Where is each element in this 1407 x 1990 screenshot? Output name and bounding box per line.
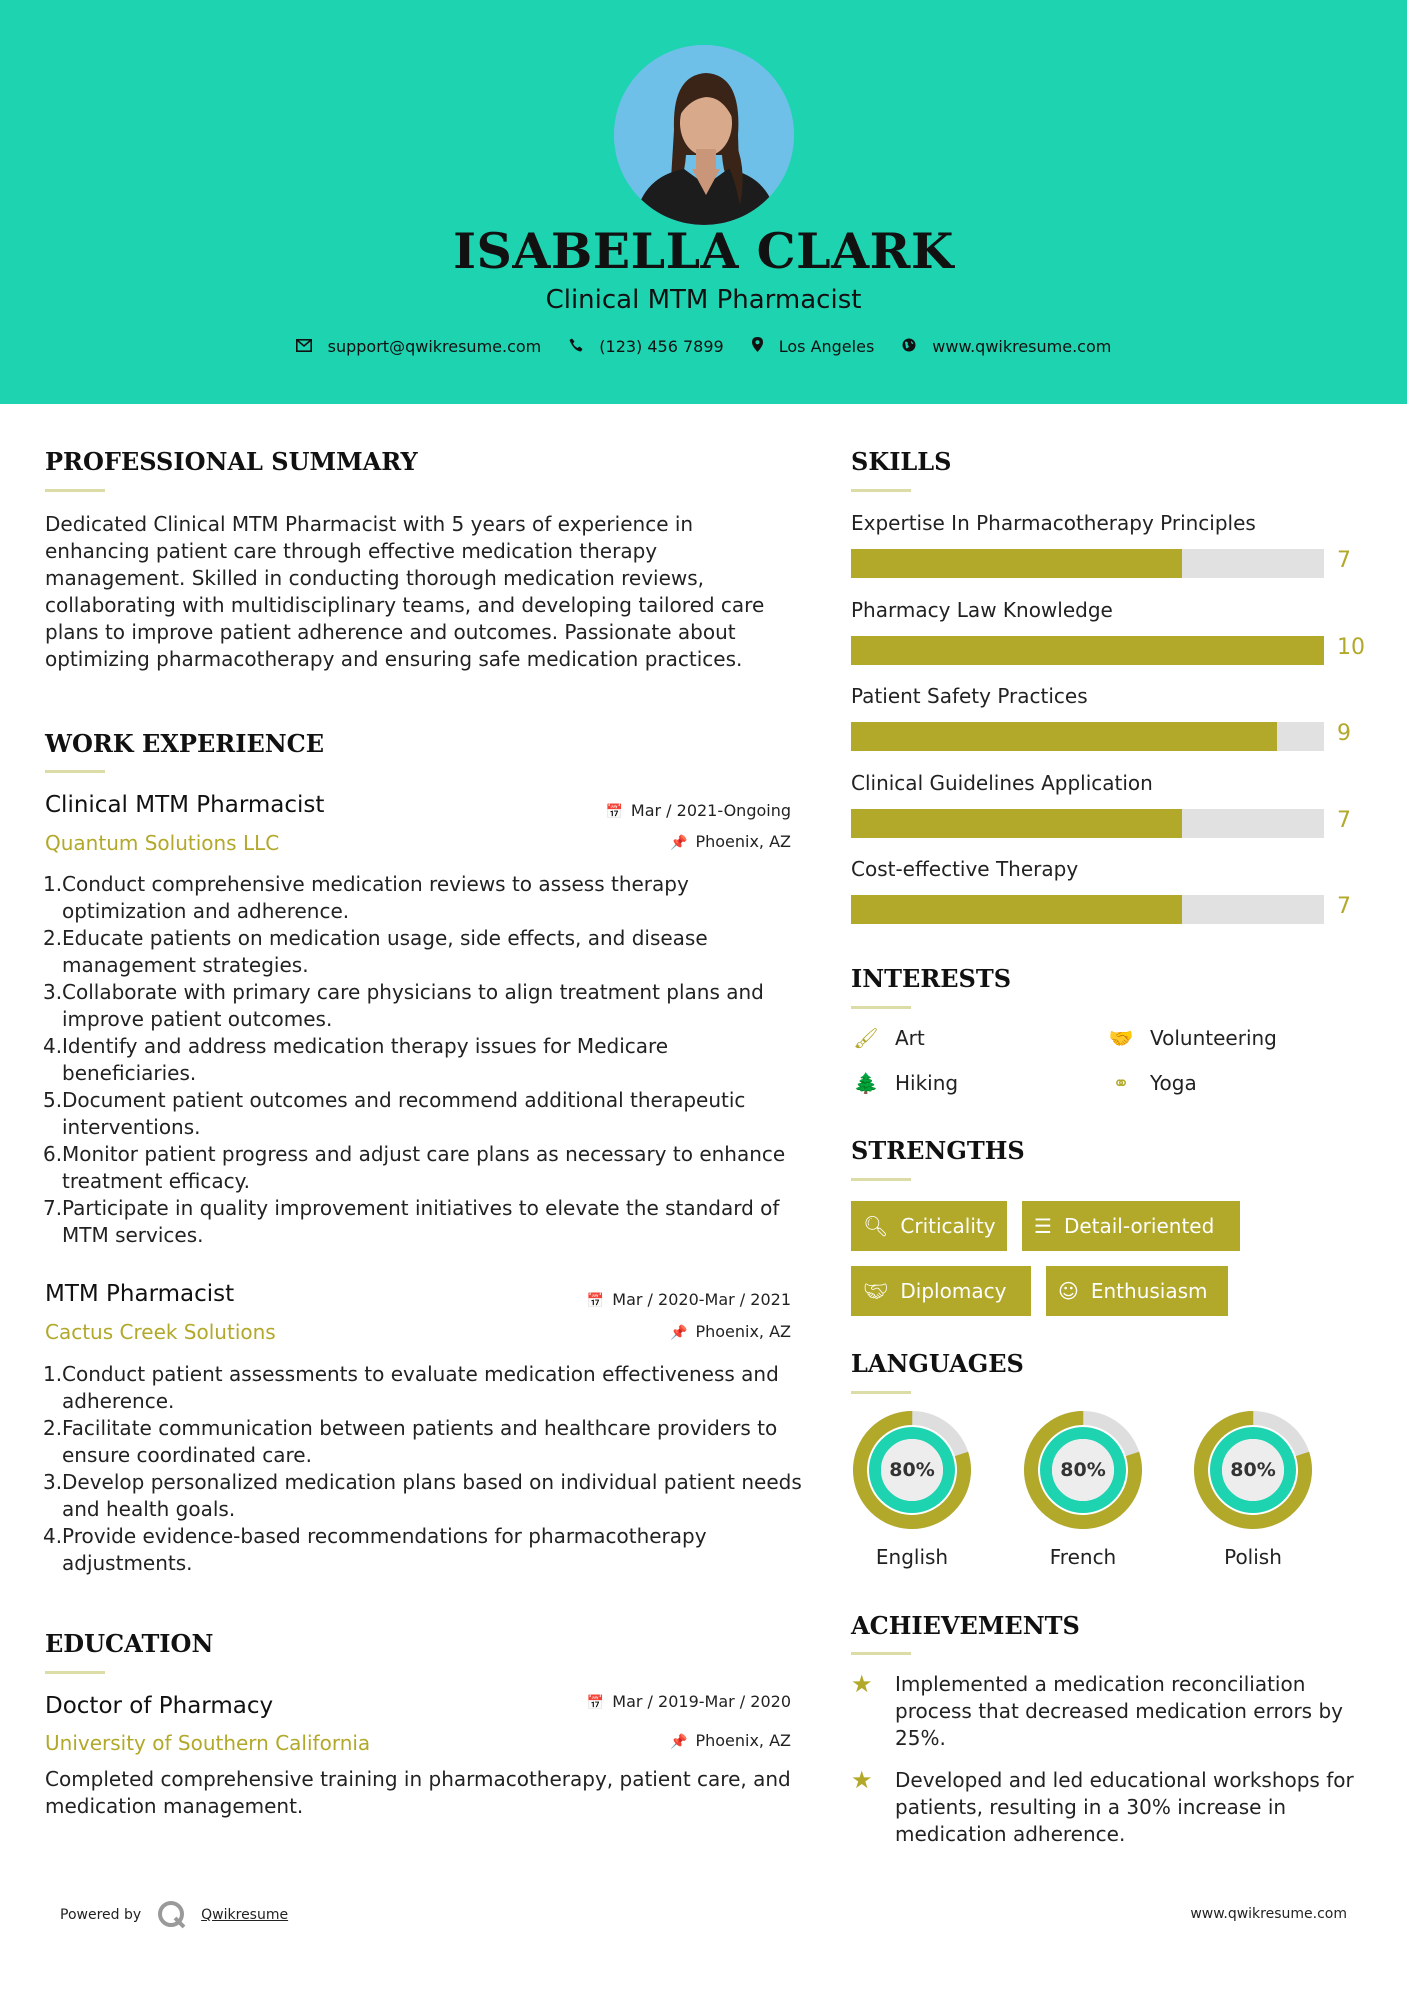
header-banner — [0, 0, 1407, 404]
star-award-icon: ★ — [851, 1766, 873, 1794]
education-rule — [45, 1671, 105, 1674]
education-date — [587, 1692, 791, 1711]
contact-email[interactable] — [296, 337, 542, 356]
profile-photo-illustration — [614, 45, 794, 225]
language-name: English — [875, 1545, 949, 1569]
language-percent: 80% — [889, 1459, 935, 1481]
contact-bar — [0, 337, 1407, 356]
contact-phone-text: (123) 456 7899 — [599, 337, 724, 356]
job-date — [587, 1290, 791, 1309]
interest-item-volunteering: 🤝 Volunteering — [1106, 1026, 1277, 1050]
qwikresume-link[interactable]: Qwikresume — [201, 1907, 289, 1923]
job-date-text: Mar / 2020-Mar / 2021 — [612, 1290, 791, 1309]
job-duties-list — [44, 1361, 804, 1577]
language-percent: 80% — [1230, 1459, 1276, 1481]
skill-name: Cost-effective Therapy — [851, 857, 1079, 881]
calendar-icon: 📅 — [586, 1695, 605, 1711]
strengths-rule — [851, 1178, 911, 1181]
contact-email-text: support@qwikresume.com — [327, 337, 542, 356]
map-pin-icon — [752, 337, 763, 356]
profile-photo — [614, 45, 794, 225]
candidate-role: Clinical MTM Pharmacist — [545, 285, 862, 315]
skill-bar-fill — [851, 895, 1182, 924]
skill-value: 7 — [1337, 807, 1351, 833]
list-item: 2. Educate patients on medication usage, side effects, and disease management strategies. — [43, 926, 708, 977]
job-location — [670, 832, 791, 851]
languages-heading: LANGUAGES — [851, 1349, 1024, 1378]
strength-chip-enthusiasm: ☺ Enthusiasm — [1046, 1266, 1228, 1316]
pushpin-icon: 📌 — [670, 1325, 688, 1341]
envelope-icon — [296, 337, 312, 356]
skill-value: 9 — [1337, 721, 1351, 746]
list-item: 5. Document patient outcomes and recommend additional therapeutic interventions. — [43, 1088, 746, 1139]
pushpin-icon: 📌 — [670, 1734, 688, 1750]
education-location — [670, 1731, 791, 1750]
education-location-text: Phoenix, AZ — [695, 1731, 791, 1750]
education-text: Completed comprehensive training in pharmacotherapy, patient care, and medication management. — [45, 1767, 791, 1818]
language-item — [1192, 1409, 1314, 1569]
skills-heading: SKILLS — [851, 447, 952, 476]
contact-location-text: Los Angeles — [778, 337, 875, 356]
skill-bar — [851, 895, 1324, 924]
powered-by-label: Powered by — [60, 1907, 142, 1923]
search-icon: 🔍︎ — [863, 1214, 889, 1238]
calendar-icon: 📅 — [605, 804, 623, 820]
skill-bar — [851, 809, 1324, 838]
skill-bar — [851, 636, 1324, 665]
job-title: MTM Pharmacist — [45, 1281, 235, 1307]
list-item: 3. Develop personalized medication plans based on individual patient needs and health goals. — [43, 1470, 802, 1521]
job-date-text: Mar / 2021-Ongoing — [630, 801, 791, 820]
phone-icon — [569, 337, 583, 356]
interest-item-yoga: ⚭ Yoga — [1106, 1071, 1197, 1095]
interests-heading: INTERESTS — [851, 964, 1012, 993]
list-icon: ☰ — [1034, 1214, 1052, 1238]
skill-name: Expertise In Pharmacotherapy Principles — [851, 511, 1256, 535]
star-award-icon: ★ — [851, 1670, 873, 1698]
achievements-heading: ACHIEVEMENTS — [851, 1611, 1080, 1640]
skill-value: 7 — [1337, 548, 1351, 573]
job-location-text: Phoenix, AZ — [695, 1322, 791, 1341]
contact-website-text: www.qwikresume.com — [932, 337, 1112, 356]
skill-value: 7 — [1337, 894, 1351, 919]
summary-text: Dedicated Clinical MTM Pharmacist with 5 years of experience in enhancing patient care through effective medication therapy management. Skilled in conducting thorough medication reviews, collaborating with multidisciplinary teams, and developing tailored care plans to improve patient adherence and outcomes. Passionate about optimizing pharmacotherapy and ensuring safe medication practices. — [45, 512, 765, 671]
interest-item-hiking: 🌲 Hiking — [851, 1071, 958, 1095]
skill-name: Pharmacy Law Knowledge — [851, 597, 1113, 622]
list-item: 7. Participate in quality improvement initiatives to elevate the standard of MTM services. — [43, 1196, 780, 1247]
skills-rule — [851, 489, 911, 492]
skill-bar — [851, 722, 1324, 751]
degree-title: Doctor of Pharmacy — [45, 1693, 274, 1719]
job-company: Cactus Creek Solutions — [45, 1320, 276, 1344]
language-name: French — [1049, 1545, 1117, 1569]
skill-name: Patient Safety Practices — [851, 684, 1088, 708]
education-date-text: Mar / 2019-Mar / 2020 — [612, 1692, 791, 1711]
skill-value: 10 — [1337, 634, 1365, 660]
experience-heading: WORK EXPERIENCE — [45, 729, 325, 758]
tree-icon: 🌲 — [853, 1071, 879, 1095]
list-item: 3. Collaborate with primary care physicians to align treatment plans and improve patient outcomes. — [43, 980, 764, 1031]
languages-rule — [851, 1391, 911, 1394]
contact-phone[interactable] — [569, 337, 723, 356]
job-date — [605, 801, 791, 820]
interests-rule — [851, 1006, 911, 1009]
candidate-name: ISABELLA CLARK — [453, 222, 954, 280]
experience-rule — [45, 770, 105, 773]
school-name: University of Southern California — [45, 1731, 371, 1755]
handshake-icon: 🤝︎ — [863, 1279, 889, 1303]
achievements-rule — [851, 1652, 911, 1655]
job-duties-list — [44, 871, 794, 1249]
list-item: 2. Facilitate communication between patients and healthcare providers to ensure coordinated care. — [43, 1416, 778, 1467]
interest-item-art: 🖌 Art — [851, 1026, 925, 1050]
calendar-icon: 📅 — [586, 1293, 605, 1309]
achievement-item: ★ Implemented a medication reconciliation process that decreased medication errors by 25%. — [851, 1670, 1343, 1750]
strengths-heading: STRENGTHS — [851, 1136, 1025, 1165]
list-item: 4. Identify and address medication therapy issues for Medicare beneficiaries. — [43, 1034, 669, 1085]
language-name: Polish — [1224, 1545, 1282, 1569]
pushpin-icon: 📌 — [670, 835, 688, 851]
footer-powered-by — [60, 1900, 288, 1930]
list-item: 6. Monitor patient progress and adjust care plans as necessary to enhance treatment efficacy. — [43, 1142, 786, 1193]
skill-bar-fill — [851, 722, 1277, 751]
achievement-item: ★ Developed and led educational workshops for patients, resulting in a 30% increase in medication adherence. — [851, 1766, 1354, 1846]
language-percent: 80% — [1060, 1459, 1106, 1481]
summary-rule — [45, 489, 105, 492]
strength-chip-diplomacy: 🤝︎ Diplomacy — [851, 1266, 1031, 1316]
list-item: 1. Conduct patient assessments to evaluate medication effectiveness and adherence. — [43, 1362, 779, 1413]
strength-chip-detail-oriented: ☰ Detail-oriented — [1022, 1201, 1240, 1251]
education-heading: EDUCATION — [45, 1629, 214, 1658]
skill-bar-fill — [851, 809, 1182, 838]
globe-icon — [902, 337, 916, 356]
list-item: 1. Conduct comprehensive medication reviews to assess therapy optimization and adherence. — [43, 872, 689, 923]
contact-website[interactable] — [902, 337, 1111, 356]
strength-chip-criticality: 🔍︎ Criticality — [851, 1201, 1007, 1251]
skill-bar — [851, 549, 1324, 578]
job-company: Quantum Solutions LLC — [45, 831, 280, 855]
contact-location — [752, 337, 875, 356]
lifebuoy-icon: ⚭ — [1112, 1071, 1130, 1095]
language-item — [1022, 1409, 1144, 1569]
paintbrush-icon: 🖌 — [853, 1026, 879, 1050]
summary-heading: PROFESSIONAL SUMMARY — [45, 447, 418, 476]
job-location-text: Phoenix, AZ — [695, 832, 791, 851]
list-item: 4. Provide evidence-based recommendations for pharmacotherapy adjustments. — [43, 1524, 707, 1575]
language-item — [851, 1409, 973, 1569]
smile-icon: ☺ — [1058, 1279, 1079, 1303]
handshake-icon: 🤝 — [1108, 1026, 1134, 1050]
skill-bar-fill — [851, 549, 1182, 578]
footer-url[interactable]: www.qwikresume.com — [1190, 1906, 1347, 1922]
job-location — [670, 1322, 791, 1341]
skill-name: Clinical Guidelines Application — [851, 770, 1153, 795]
skill-bar-fill — [851, 636, 1324, 665]
job-title: Clinical MTM Pharmacist — [45, 792, 325, 818]
qwikresume-logo-icon — [157, 1900, 187, 1930]
